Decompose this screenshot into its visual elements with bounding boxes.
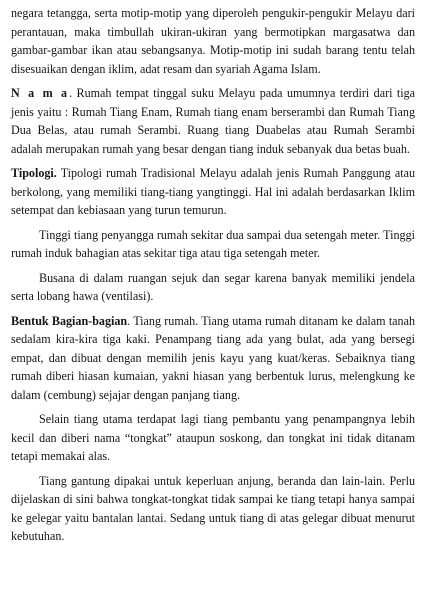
paragraph-busana	[11, 269, 415, 306]
paragraph-nama	[11, 84, 415, 158]
paragraph-text: Tiang gantung dipakai untuk keperluan anjung, beranda dan lain-lain. Perlu dijelaskan di sini bahwa tongkat-tongkat tidak sampai ke tiang tetapi hanya sampai ke gelegar yaitu bantalan lantai. Sedang untuk tiang di atas gelegar dibuat menurut kebutuhan.	[11, 473, 415, 543]
paragraph-text: Selain tiang utama terdapat lagi tiang pembantu yang penampangnya lebih kecil dan diberi nama “tongkat” ataupun soskong, dan tongkat ini tidak ditanam tetapi memakai alas.	[11, 412, 415, 463]
paragraph-tiang-pembantu	[11, 410, 415, 466]
paragraph-text: Tipologi rumah Tradisional Melayu adalah jenis Rumah Panggung atau berkolong, yang memiliki tiang-tiang yangtinggi. Hal ini adalah berdasarkan Iklim setempat dan kebiasaan yang turun temurun.	[11, 166, 415, 217]
paragraph-motifs	[11, 4, 415, 78]
paragraph-bentuk	[11, 312, 415, 405]
paragraph-text: negara tetangga, serta motip-motip yang diperoleh pengukir-pengukir Melayu dari perantauan, maka timbullah ukiran-ukiran yang bermotipkan margasatwa dan gambar-gambar ikan atau sebangsanya. Motip-motip ini sudah barang tentu telah disesuaikan dengan iklim, adat resam dan syariah Agama Islam.	[11, 6, 415, 76]
paragraph-tipologi	[11, 164, 415, 220]
paragraph-text: Busana di dalam ruangan sejuk dan segar karena banyak memiliki jendela serta lobang hawa (ventilasi).	[11, 270, 415, 303]
section-lead-bentuk: Bentuk Bagian-bagian	[11, 313, 128, 328]
paragraph-tiang-gantung	[11, 472, 415, 546]
paragraph-text: . Rumah tempat tinggal suku Melayu pada umumnya terdiri dari tiga jenis yaitu : Rumah Tiang Enam, Rumah tiang enam berserambi dan Rumah Tiang Dua Belas, atau rumah Serambi. Ruang tiang Duabelas atau Rumah Serambi adalah merupakan rumah yang besar dengan tiang induk sebanyak dua betas buah.	[11, 86, 415, 156]
section-lead-tipologi: Tipologi.	[11, 166, 57, 180]
paragraph-text: . Tiang rumah. Tiang utama rumah ditanam ke dalam tanah sedalam kira-kira tiga kaki. Penampang tiang ada yang bulat, ada yang bersegi empat, dan dibuat dengan memilih jenis kayu yang kuat/keras. Sebaiknya tiang rumah diberi hiasan kumaian, yakni hiasan yang berbentuk lurus, melengkung ke dalam (cembung) sejajar dengan panjang tiang.	[11, 313, 416, 402]
section-lead-nama: N a m a	[11, 86, 70, 100]
paragraph-tinggi-tiang	[11, 226, 415, 263]
paragraph-text: Tinggi tiang penyangga rumah sekitar dua sampai dua setengah meter. Tinggi rumah induk bahagian atas sekitar tiga atau tiga setengah meter.	[11, 227, 415, 260]
